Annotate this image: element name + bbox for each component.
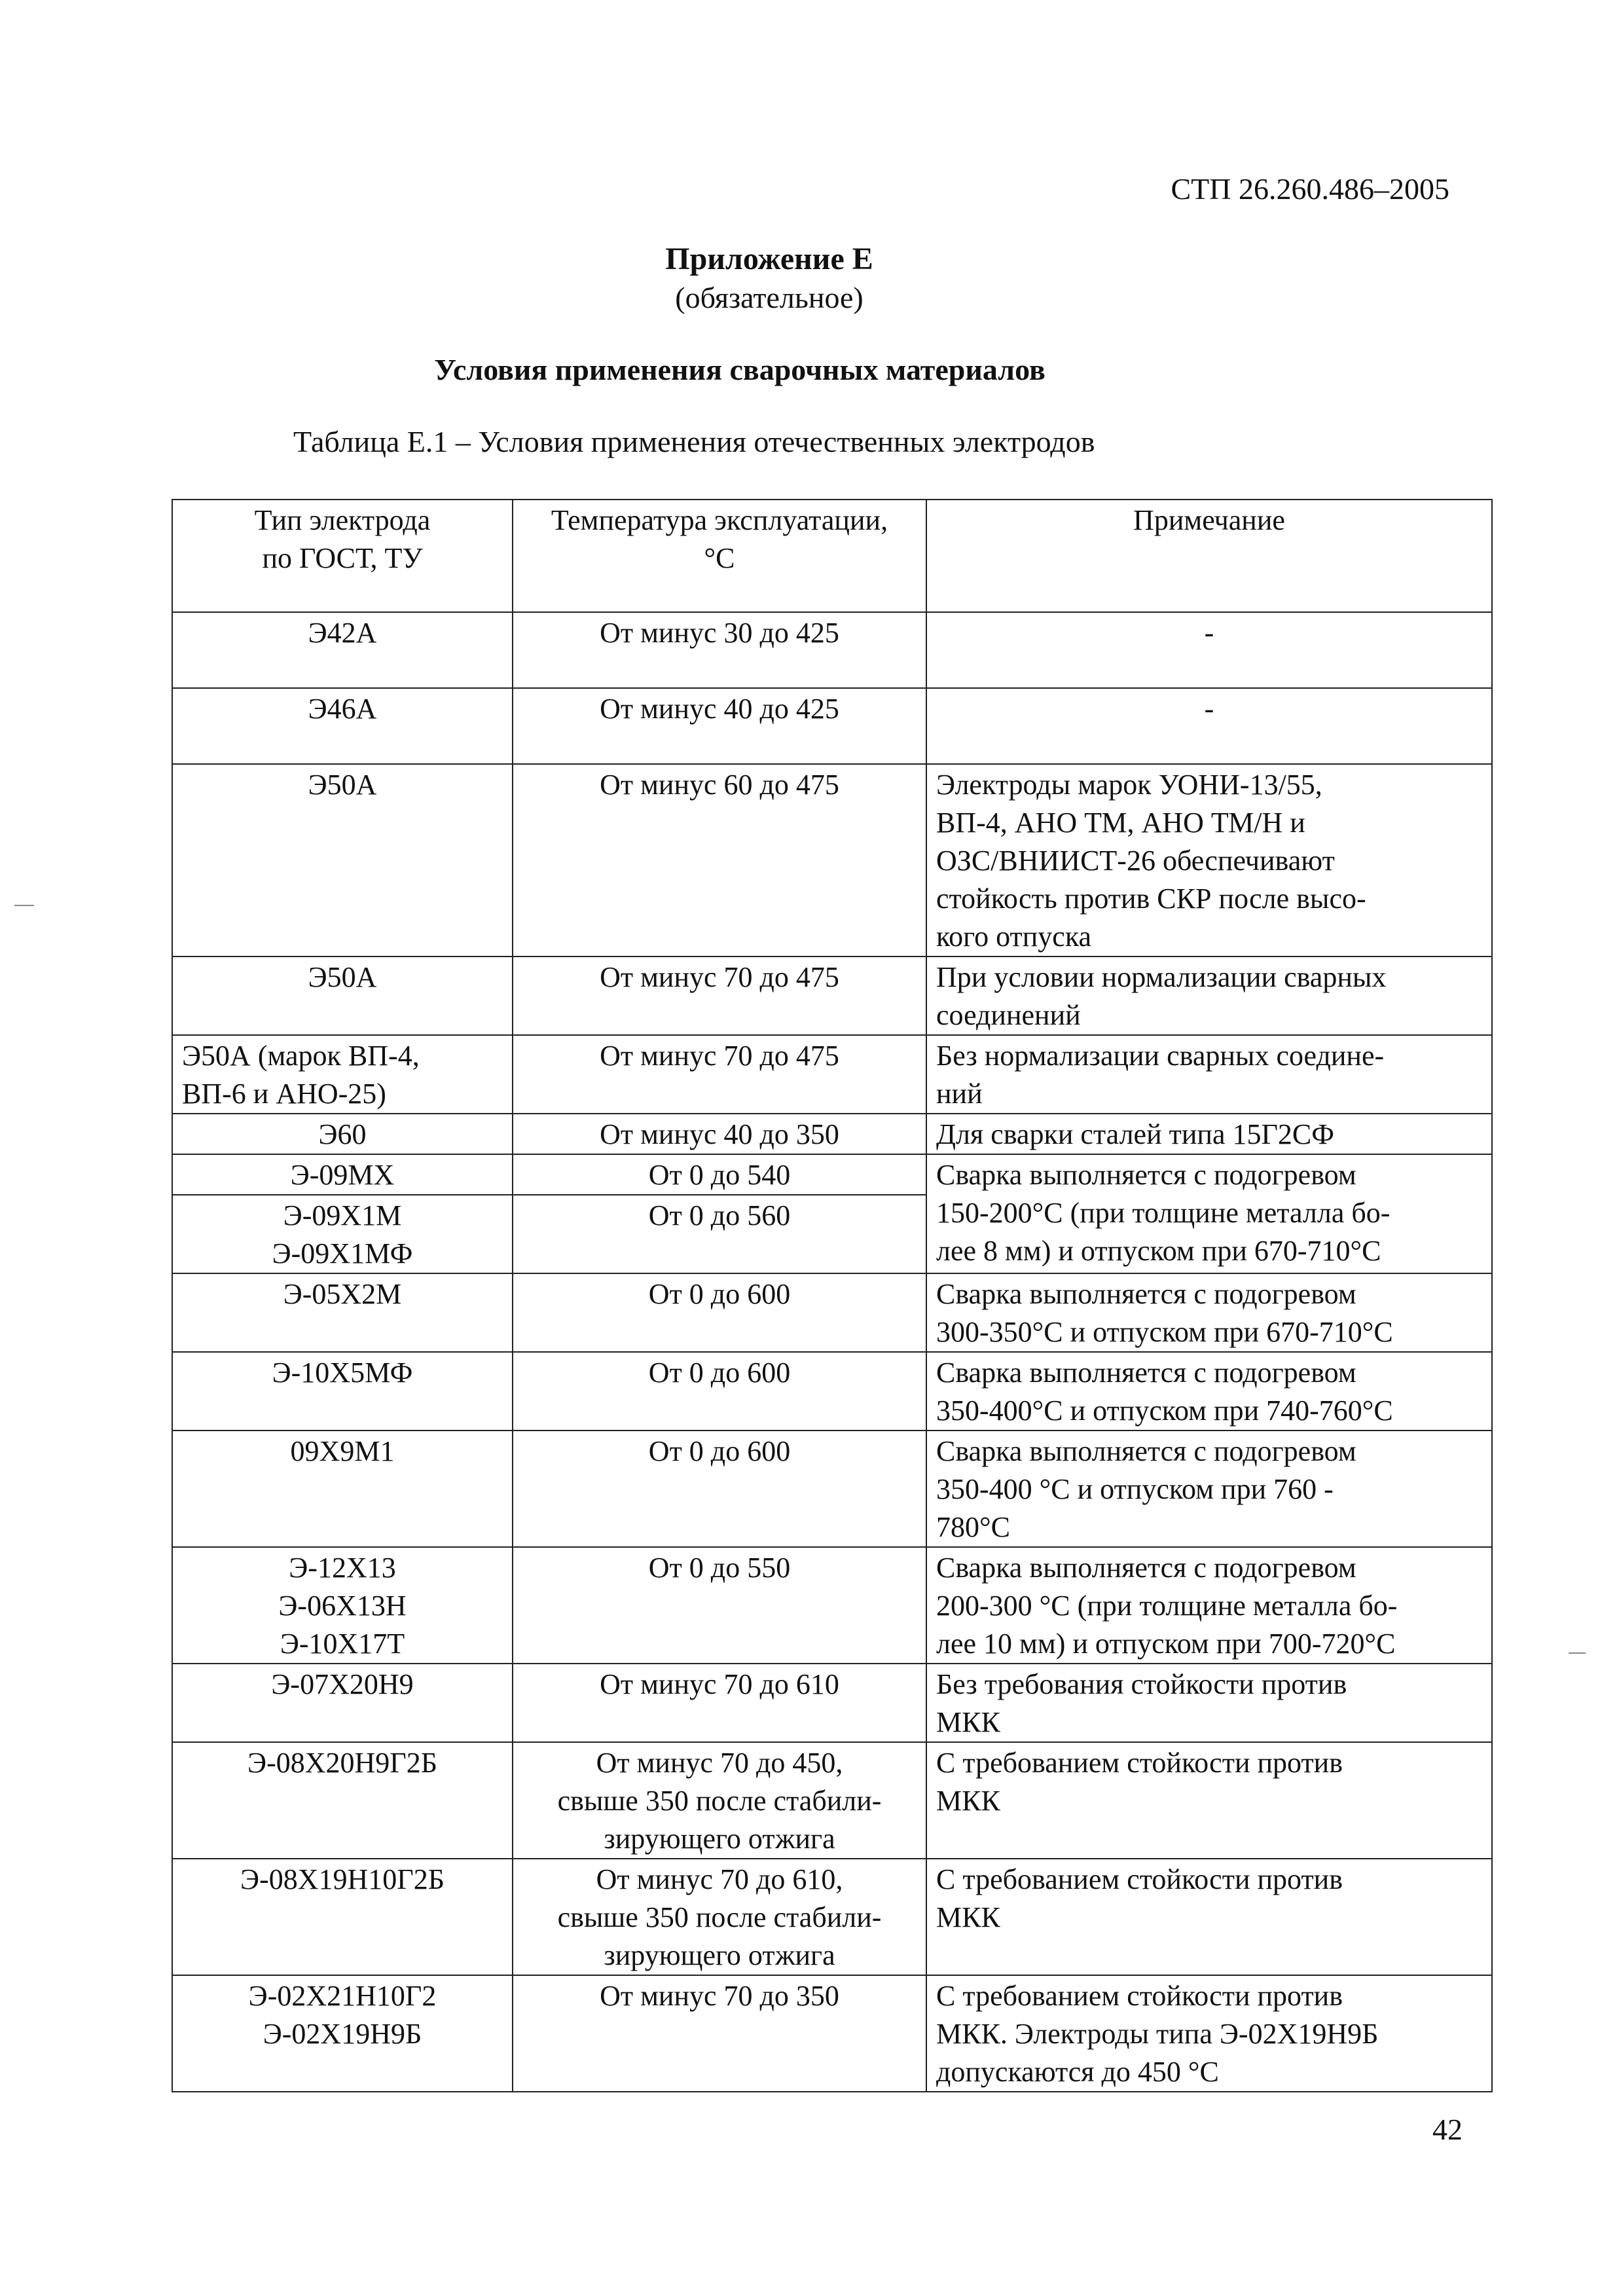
cell-electrode-type: Э42А	[172, 612, 513, 688]
header-operating-temperature: Температура эксплуатации, °С	[513, 500, 926, 612]
table-row	[172, 688, 1492, 764]
scan-artifact-right	[1569, 1652, 1586, 1654]
cell-electrode-type: Э-10Х5МФ	[172, 1352, 513, 1430]
table-row	[172, 957, 1492, 1035]
scan-artifact-left	[14, 905, 34, 906]
table-caption: Таблица Е.1 – Условия применения отечественных электродов	[293, 425, 1095, 458]
cell-note: Сварка выполняется с подогревом 350-400°С и отпуском при 740-760°С	[926, 1352, 1492, 1430]
cell-electrode-type: Э-12Х13 Э-06Х13Н Э-10Х17Т	[172, 1547, 513, 1664]
appendix-subtitle: (обязательное)	[675, 281, 864, 314]
table-row	[172, 1430, 1492, 1547]
cell-note: Без требования стойкости против МКК	[926, 1664, 1492, 1742]
table-row	[172, 1352, 1492, 1430]
cell-note: Электроды марок УОНИ-13/55, ВП-4, АНО ТМ, АНО ТМ/Н и ОЗС/ВНИИСТ-26 обеспечивают стойкость против СКР после высо- кого отпуска	[926, 764, 1492, 957]
cell-electrode-type: Э-08Х20Н9Г2Б	[172, 1742, 513, 1859]
cell-electrode-type: Э50А (марок ВП-4, ВП-6 и АНО-25)	[172, 1035, 513, 1114]
cell-electrode-type: Э-09Х1М Э-09Х1МФ	[172, 1195, 513, 1273]
cell-note: Для сварки сталей типа 15Г2СФ	[926, 1114, 1492, 1154]
cell-electrode-type: Э-07Х20Н9	[172, 1664, 513, 1742]
table-row	[172, 764, 1492, 957]
document-code: СТП 26.260.486–2005	[1171, 172, 1449, 206]
table-row	[172, 612, 1492, 688]
table-row	[172, 1664, 1492, 1742]
cell-temperature: От минус 70 до 610, свыше 350 после стабили- зирующего отжига	[513, 1859, 926, 1975]
cell-electrode-type: 09Х9М1	[172, 1430, 513, 1547]
page-number: 42	[1432, 2113, 1463, 2146]
table-row	[172, 1273, 1492, 1352]
cell-temperature: От 0 до 560	[513, 1195, 926, 1273]
cell-note: Сварка выполняется с подогревом 200-300 °С (при толщине металла бо- лее 10 мм) и отпуском при 700-720°С	[926, 1547, 1492, 1664]
table-row	[172, 1154, 1492, 1195]
appendix-title: Приложение Е	[665, 242, 873, 276]
cell-temperature: От 0 до 550	[513, 1547, 926, 1664]
table-row	[172, 1114, 1492, 1154]
cell-temperature: От минус 70 до 450, свыше 350 после стабили- зирующего отжига	[513, 1742, 926, 1859]
cell-temperature: От 0 до 600	[513, 1430, 926, 1547]
table-row	[172, 1975, 1492, 2092]
cell-note: -	[926, 612, 1492, 688]
cell-note: Сварка выполняется с подогревом 300-350°С и отпуском при 670-710°С	[926, 1273, 1492, 1352]
cell-electrode-type: Э-02Х21Н10Г2 Э-02Х19Н9Б	[172, 1975, 513, 2092]
cell-temperature: От минус 70 до 610	[513, 1664, 926, 1742]
cell-electrode-type: Э50А	[172, 764, 513, 957]
cell-temperature: От минус 70 до 350	[513, 1975, 926, 2092]
table-header-row	[172, 500, 1492, 612]
cell-electrode-type: Э-09МХ	[172, 1154, 513, 1195]
cell-temperature: От минус 40 до 425	[513, 688, 926, 764]
cell-note: С требованием стойкости против МКК	[926, 1859, 1492, 1975]
cell-electrode-type: Э46А	[172, 688, 513, 764]
cell-note: С требованием стойкости против МКК. Электроды типа Э-02Х19Н9Б допускаются до 450 °С	[926, 1975, 1492, 2092]
cell-note: При условии нормализации сварных соединений	[926, 957, 1492, 1035]
cell-temperature: От минус 70 до 475	[513, 1035, 926, 1114]
cell-note-merged: Сварка выполняется с подогревом 150-200°С (при толщине металла бо- лее 8 мм) и отпуском при 670-710°С	[926, 1154, 1492, 1273]
table-row	[172, 1547, 1492, 1664]
cell-note: Без нормализации сварных соедине- ний	[926, 1035, 1492, 1114]
table-row	[172, 1035, 1492, 1114]
cell-temperature: От минус 30 до 425	[513, 612, 926, 688]
cell-temperature: От минус 40 до 350	[513, 1114, 926, 1154]
cell-temperature: От 0 до 600	[513, 1352, 926, 1430]
cell-electrode-type: Э50А	[172, 957, 513, 1035]
cell-temperature: От минус 70 до 475	[513, 957, 926, 1035]
cell-note: -	[926, 688, 1492, 764]
cell-temperature: От минус 60 до 475	[513, 764, 926, 957]
cell-electrode-type: Э-05Х2М	[172, 1273, 513, 1352]
table-row	[172, 1859, 1492, 1975]
cell-electrode-type: Э-08Х19Н10Г2Б	[172, 1859, 513, 1975]
cell-note: Сварка выполняется с подогревом 350-400 °С и отпуском при 760 - 780°С	[926, 1430, 1492, 1547]
header-electrode-type: Тип электрода по ГОСТ, ТУ	[172, 500, 513, 612]
cell-temperature: От 0 до 540	[513, 1154, 926, 1195]
cell-electrode-type: Э60	[172, 1114, 513, 1154]
table-row	[172, 1742, 1492, 1859]
header-note: Примечание	[926, 500, 1492, 612]
cell-temperature: От 0 до 600	[513, 1273, 926, 1352]
section-title: Условия применения сварочных материалов	[434, 353, 1045, 386]
cell-note: С требованием стойкости против МКК	[926, 1742, 1492, 1859]
electrode-conditions-table	[172, 499, 1493, 2092]
